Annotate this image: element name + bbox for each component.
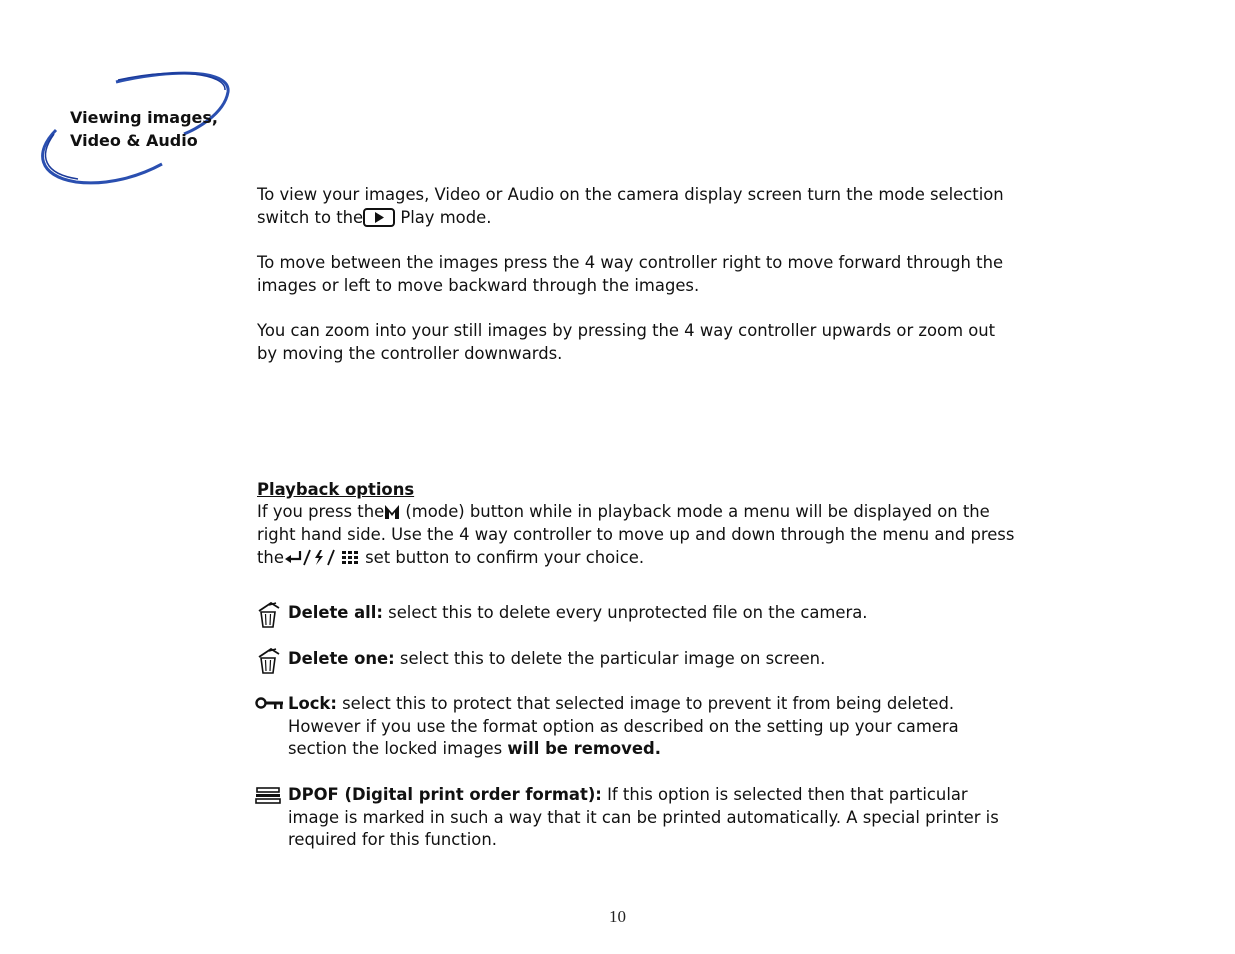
playback-text: (mode) button while in playback mode a menu will be displayed on the right hand side. Use the 4 way controller to move up and down through the menu and press the [257,502,1015,567]
section-badge [36,70,232,190]
page-number: 10 [609,907,626,926]
option-title: Delete all: [288,603,383,623]
mode-button-icon [384,504,400,520]
section-title [70,106,218,152]
option-description: select this to delete the particular image on screen. [394,649,826,669]
option-description: select this to delete every unprotected file on the camera. [382,603,868,623]
trash-icon [255,648,281,674]
intro-paragraph-2: To move between the images press the 4 way controller right to move forward through the images or left to move backward through the images. [257,253,1004,295]
option-lock [257,693,1017,761]
option-title: Lock: [288,693,337,713]
option-description: If this option is selected then that particular image is marked in such a way that it can be printed automatically. A special printer is required for this function. [288,784,999,850]
document-body [257,184,1017,852]
option-delete-all [257,602,1017,625]
option-title: DPOF (Digital print order format): [288,784,602,804]
printer-icon [255,785,281,805]
trash-icon [255,602,281,628]
key-icon [255,696,285,712]
set-button-icon [284,549,360,566]
section-title-line2: Video & Audio [70,131,198,150]
option-description: select this to protect that selected image to prevent it from being deleted. However if you use the format option as described on the setting up your camera section the locked images [288,693,959,759]
intro-paragraph-1 [257,184,1017,229]
option-warning: will be removed. [507,739,661,759]
play-mode-icon [363,208,395,227]
playback-heading: Playback options [257,479,415,499]
playback-section [257,479,1017,570]
intro-text: To view your images, Video or Audio on the camera display screen turn the mode selection switch to the [257,185,1004,227]
option-title: Delete one: [288,649,395,669]
intro-paragraph-3: You can zoom into your still images by pressing the 4 way controller upwards or zoom out by moving the controller downwards. [257,321,996,363]
intro-text: Play mode. [395,207,492,227]
section-title-line1: Viewing images, [70,108,218,127]
option-delete-one [257,648,1017,671]
playback-text: If you press the [257,502,385,522]
playback-text: set button to confirm your choice. [359,547,645,567]
option-dpof [257,784,1017,852]
